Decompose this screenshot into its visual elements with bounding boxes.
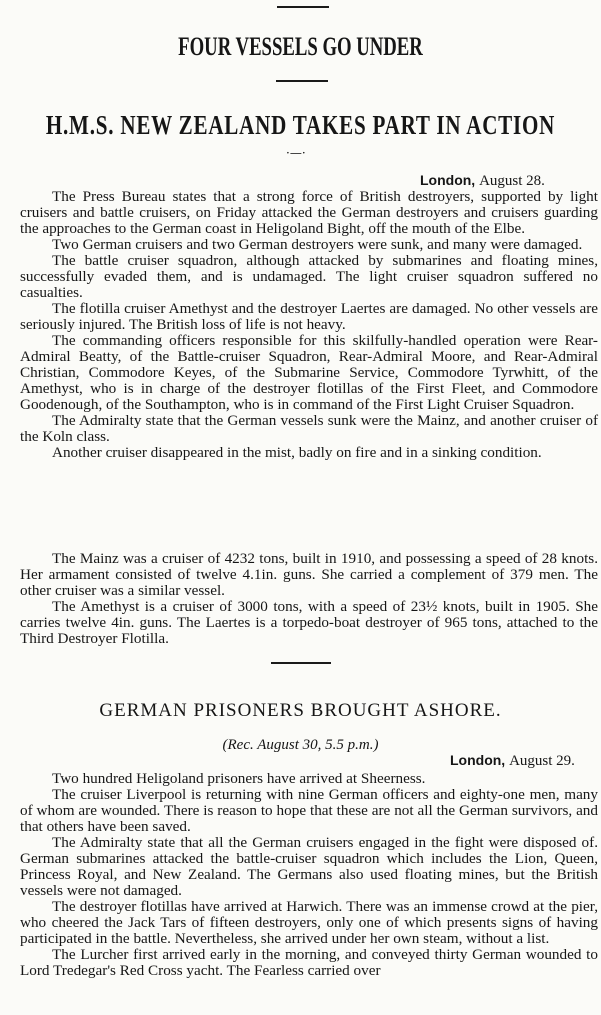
story2-body: [20, 771, 598, 979]
dateline-place: London,: [450, 752, 506, 768]
story2-heading: GERMAN PRISONERS BROUGHT ASHORE.: [99, 700, 502, 721]
subheadline: H.M.S. NEW ZEALAND TAKES PART IN ACTION: [45, 110, 556, 140]
headline: FOUR VESSELS GO UNDER: [178, 32, 423, 61]
section-rule: [271, 662, 331, 664]
headline-rule: [276, 80, 328, 82]
paragraph: The Mainz was a cruiser of 4232 tons, built in 1910, and possessing a speed of 28 knots. Her armament consisted of twelve 4.1in. guns. She carried a complement of 379 men. The other cruiser was a similar vessel.: [20, 550, 598, 599]
dateline-2: [450, 752, 575, 770]
paragraph: The cruiser Liverpool is returning with nine German officers and eighty-one men, many of whom are wounded. There is reason to hope that these are not all the German survivors, and that others have been saved.: [20, 786, 598, 835]
dateline-date: August 29.: [509, 753, 575, 769]
ornament-divider: ·—·: [286, 146, 306, 160]
paragraph: The Admiralty state that the German vessels sunk were the Mainz, and another cruiser of the Koln class.: [20, 412, 598, 445]
paragraph: The flotilla cruiser Amethyst and the destroyer Laertes are damaged. No other vessels are seriously injured. The British loss of life is not heavy.: [20, 300, 598, 333]
paragraph: Two hundred Heligoland prisoners have arrived at Sheerness.: [52, 770, 426, 787]
paragraph: The Amethyst is a cruiser of 3000 tons, with a speed of 23½ knots, built in 1905. She carries twelve 4in. guns. The Laertes is a torpedo-boat destroyer of 965 tons, attached to the Third Destroyer Flotilla.: [20, 598, 598, 647]
paragraph: The battle cruiser squadron, although attacked by submarines and floating mines, successfully evaded them, and is undamaged. The light cruiser squadron suffered no casualties.: [20, 252, 598, 301]
paragraph: The destroyer flotillas have arrived at Harwich. There was an immense crowd at the pier, who cheered the Jack Tars of fifteen destroyers, only one of which presents signs of having participated in the battle. Nevertheless, she arrived under her own steam, without a list.: [20, 898, 598, 947]
received-note: (Rec. August 30, 5.5 p.m.): [222, 737, 379, 753]
story1-body-2: [20, 551, 598, 647]
paragraph: The Admiralty state that all the German cruisers engaged in the fight were disposed of. German submarines attacked the battle-cruiser squadron which includes the Lion, Queen, Princess Royal, and New Zealand. The Germans also used floating mines, but the British vessels were not damaged.: [20, 834, 598, 899]
top-rule: [277, 6, 329, 8]
dateline-date: August 28.: [479, 173, 545, 189]
paragraph: The Press Bureau states that a strong force of British destroyers, supported by light cruisers and battle cruisers, on Friday attacked the German destroyers and cruisers guarding the approaches to the German coast in Heligoland Bight, off the mouth of the Elbe.: [20, 188, 598, 237]
paragraph: The commanding officers responsible for this skilfully-handled operation were Rear-Admiral Beatty, of the Battle-cruiser Squadron, Rear-Admiral Moore, and Rear-Admiral Christian, Commodore Keyes, of the Submarine Service, Commodore Tyrwhitt, of the Amethyst, who is in charge of the destroyer flotillas of the First Fleet, and Commodore Goodenough, of the Southampton, who is in command of the First Light Cruiser Squadron.: [20, 332, 598, 413]
story1-body: [20, 189, 598, 461]
paragraph: The Lurcher first arrived early in the morning, and conveyed thirty German wounded to Lord Tredegar's Red Cross yacht. The Fearless carried over: [20, 946, 598, 979]
paragraph: Two German cruisers and two German destroyers were sunk, and many were damaged.: [52, 236, 583, 253]
paragraph: Another cruiser disappeared in the mist, badly on fire and in a sinking condition.: [52, 444, 542, 461]
dateline-place: London,: [420, 172, 476, 188]
